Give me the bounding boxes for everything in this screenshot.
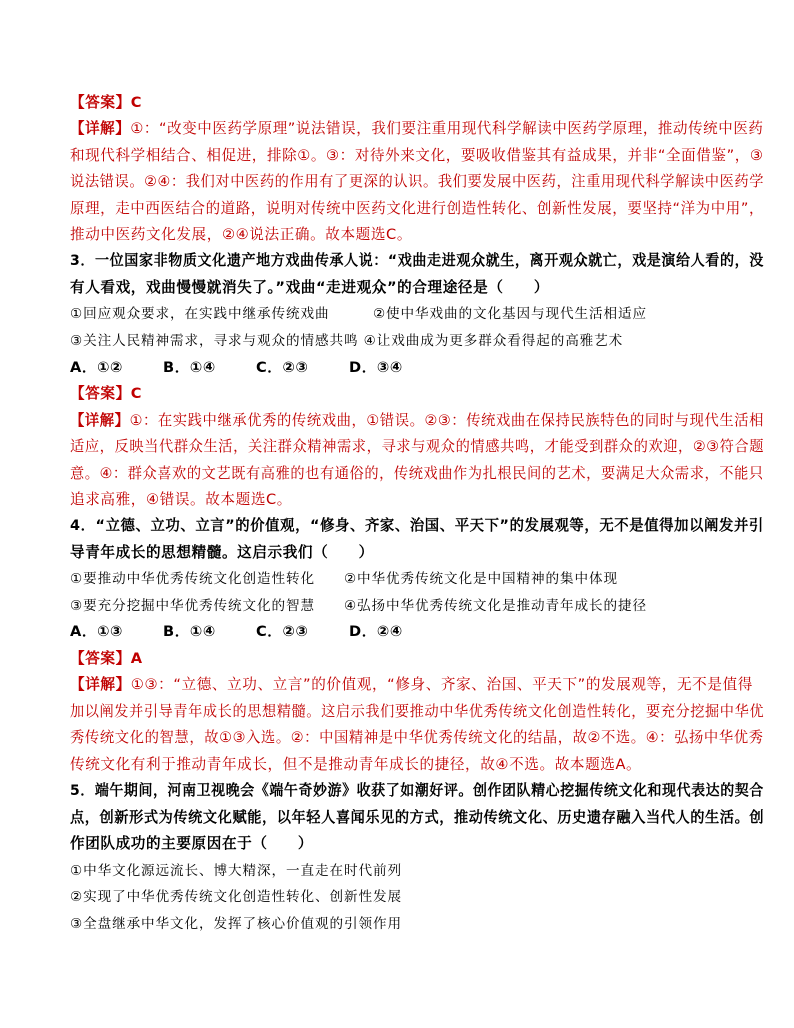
detail-line-q4-4: 传统文化有利于推动青年成长，但不是推动青年成长的捷径，故④不选。故本题选A。 bbox=[70, 756, 642, 773]
choice-b: B．①④ bbox=[163, 359, 216, 376]
detail-line-q4-2: 加以阐发并引导青年成长的思想精髓。这启示我们要推动中华优秀传统文化创造性转化，要充分挖掘中华优 bbox=[70, 703, 765, 720]
detail-text: ①③：“立德、立功、立言”的价值观，“修身、齐家、治国、平天下”的发展观等，无不是值得 bbox=[130, 676, 753, 693]
answer-label: 【答案】 bbox=[70, 385, 131, 402]
detail-line-q4-1 bbox=[70, 674, 753, 696]
question-3-stem-2: 有人看戏，戏曲慢慢就消失了。”戏曲“走进观众”的合理途径是（ ） bbox=[70, 279, 550, 296]
detail-line-q2-3: 说法错误。②④：我们对中医药的作用有了更深的认识。我们要发展中医药，注重用现代科学解读中医药学 bbox=[70, 173, 765, 190]
answer-line-q3 bbox=[70, 383, 142, 405]
detail-line-q3-2: 适应，反映当代群众生活，关注群众精神需求，寻求与观众的情感共鸣，才能受到群众的欢迎，②③符合题 bbox=[70, 438, 765, 455]
question-4-stem-2: 导青年成长的思想精髓。这启示我们（ ） bbox=[70, 544, 374, 561]
question-4-options-1: ①要推动中华优秀传统文化创造性转化 ②中华优秀传统文化是中国精神的集中体现 bbox=[70, 571, 618, 587]
answer-label: 【答案】 bbox=[70, 94, 131, 111]
detail-label: 【详解】 bbox=[70, 412, 130, 429]
question-4-options-2: ③要充分挖掘中华优秀传统文化的智慧 ④弘扬中华优秀传统文化是推动青年成长的捷径 bbox=[70, 598, 647, 614]
choice-c: C．②③ bbox=[256, 623, 309, 640]
question-4-choices bbox=[70, 621, 403, 643]
question-5-option-3: ③全盘继承中华文化，发挥了核心价值观的引领作用 bbox=[70, 916, 402, 932]
answer-value: C bbox=[130, 385, 143, 402]
choice-b: B．①④ bbox=[163, 623, 216, 640]
detail-line-q3-1 bbox=[70, 410, 764, 432]
detail-line-q2-5: 推动中医药文化发展，②④说法正确。故本题选C。 bbox=[70, 226, 413, 243]
detail-line-q3-4: 追求高雅，④错误。故本题选C。 bbox=[70, 491, 292, 508]
detail-line-q4-3: 秀传统文化的智慧，故①③入选。②：中国精神是中华优秀传统文化的结晶，故②不选。④：弘扬中华优秀 bbox=[70, 729, 764, 746]
detail-line-q2-2: 和现代科学相结合、相促进，排除①。③：对待外来文化，要吸收借鉴其有益成果，并非“全面借鉴”，③ bbox=[70, 147, 764, 164]
answer-line-q4 bbox=[70, 648, 143, 670]
choice-c: C．②③ bbox=[256, 359, 309, 376]
answer-value: C bbox=[130, 94, 143, 111]
question-3-options-2: ③关注人民精神需求，寻求与观众的情感共鸣 ④让戏曲成为更多群众看得起的高雅艺术 bbox=[70, 333, 624, 349]
choice-d: D．③④ bbox=[349, 359, 403, 376]
detail-label: 【详解】 bbox=[70, 676, 131, 693]
question-5-option-2: ②实现了中华优秀传统文化创造性转化、创新性发展 bbox=[70, 889, 402, 905]
detail-line-q2-1 bbox=[70, 118, 764, 140]
choice-a: A．①② bbox=[70, 359, 124, 376]
choice-a: A．①③ bbox=[70, 623, 124, 640]
question-5-stem-3: 作团队成功的主要原因在于（ ） bbox=[70, 835, 314, 852]
question-5-stem-1: 5．端午期间，河南卫视晚会《端午奇妙游》收获了如潮好评。创作团队精心挖掘传统文化和现代表达的契合 bbox=[70, 782, 764, 799]
answer-line-q2 bbox=[70, 92, 142, 114]
detail-label: 【详解】 bbox=[70, 120, 131, 137]
question-5-option-1: ①中华文化源远流长、博大精深，一直走在时代前列 bbox=[70, 863, 402, 879]
choice-d: D．②④ bbox=[349, 623, 403, 640]
question-3-choices bbox=[70, 357, 403, 379]
answer-value: A bbox=[130, 650, 143, 667]
question-4-stem-1: 4．“立德、立功、立言”的价值观，“修身、齐家、治国、平天下”的发展观等，无不是值得加以阐发并引 bbox=[70, 517, 764, 534]
question-3-options-1: ①回应观众要求，在实践中继承传统戏曲 ②使中华戏曲的文化基因与现代生活相适应 bbox=[70, 306, 647, 322]
detail-text: ①：在实践中继承优秀的传统戏曲，①错误。②③：传统戏曲在保持民族特色的同时与现代生活相 bbox=[129, 412, 765, 429]
detail-line-q2-4: 原理，走中西医结合的道路，说明对传统中医药文化进行创造性转化、创新性发展，要坚持“洋为中用”， bbox=[70, 200, 765, 217]
question-5-stem-2: 点，创新形式为传统文化赋能，以年轻人喜闻乐见的方式，推动传统文化、历史遗存融入当代人的生活。创 bbox=[70, 809, 765, 826]
detail-text: ①：“改变中医药学原理”说法错误，我们要注重用现代科学解读中医药学原理，推动传统中医药 bbox=[130, 120, 764, 137]
question-3-stem-1: 3．一位国家非物质文化遗产地方戏曲传承人说：“戏曲走进观众就生，离开观众就亡，戏是演给人看的，没 bbox=[70, 252, 764, 269]
answer-label: 【答案】 bbox=[70, 650, 131, 667]
detail-line-q3-3: 意。④：群众喜欢的文艺既有高雅的也有通俗的，传统戏曲作为扎根民间的艺术，要满足大众需求，不能只 bbox=[70, 465, 764, 482]
